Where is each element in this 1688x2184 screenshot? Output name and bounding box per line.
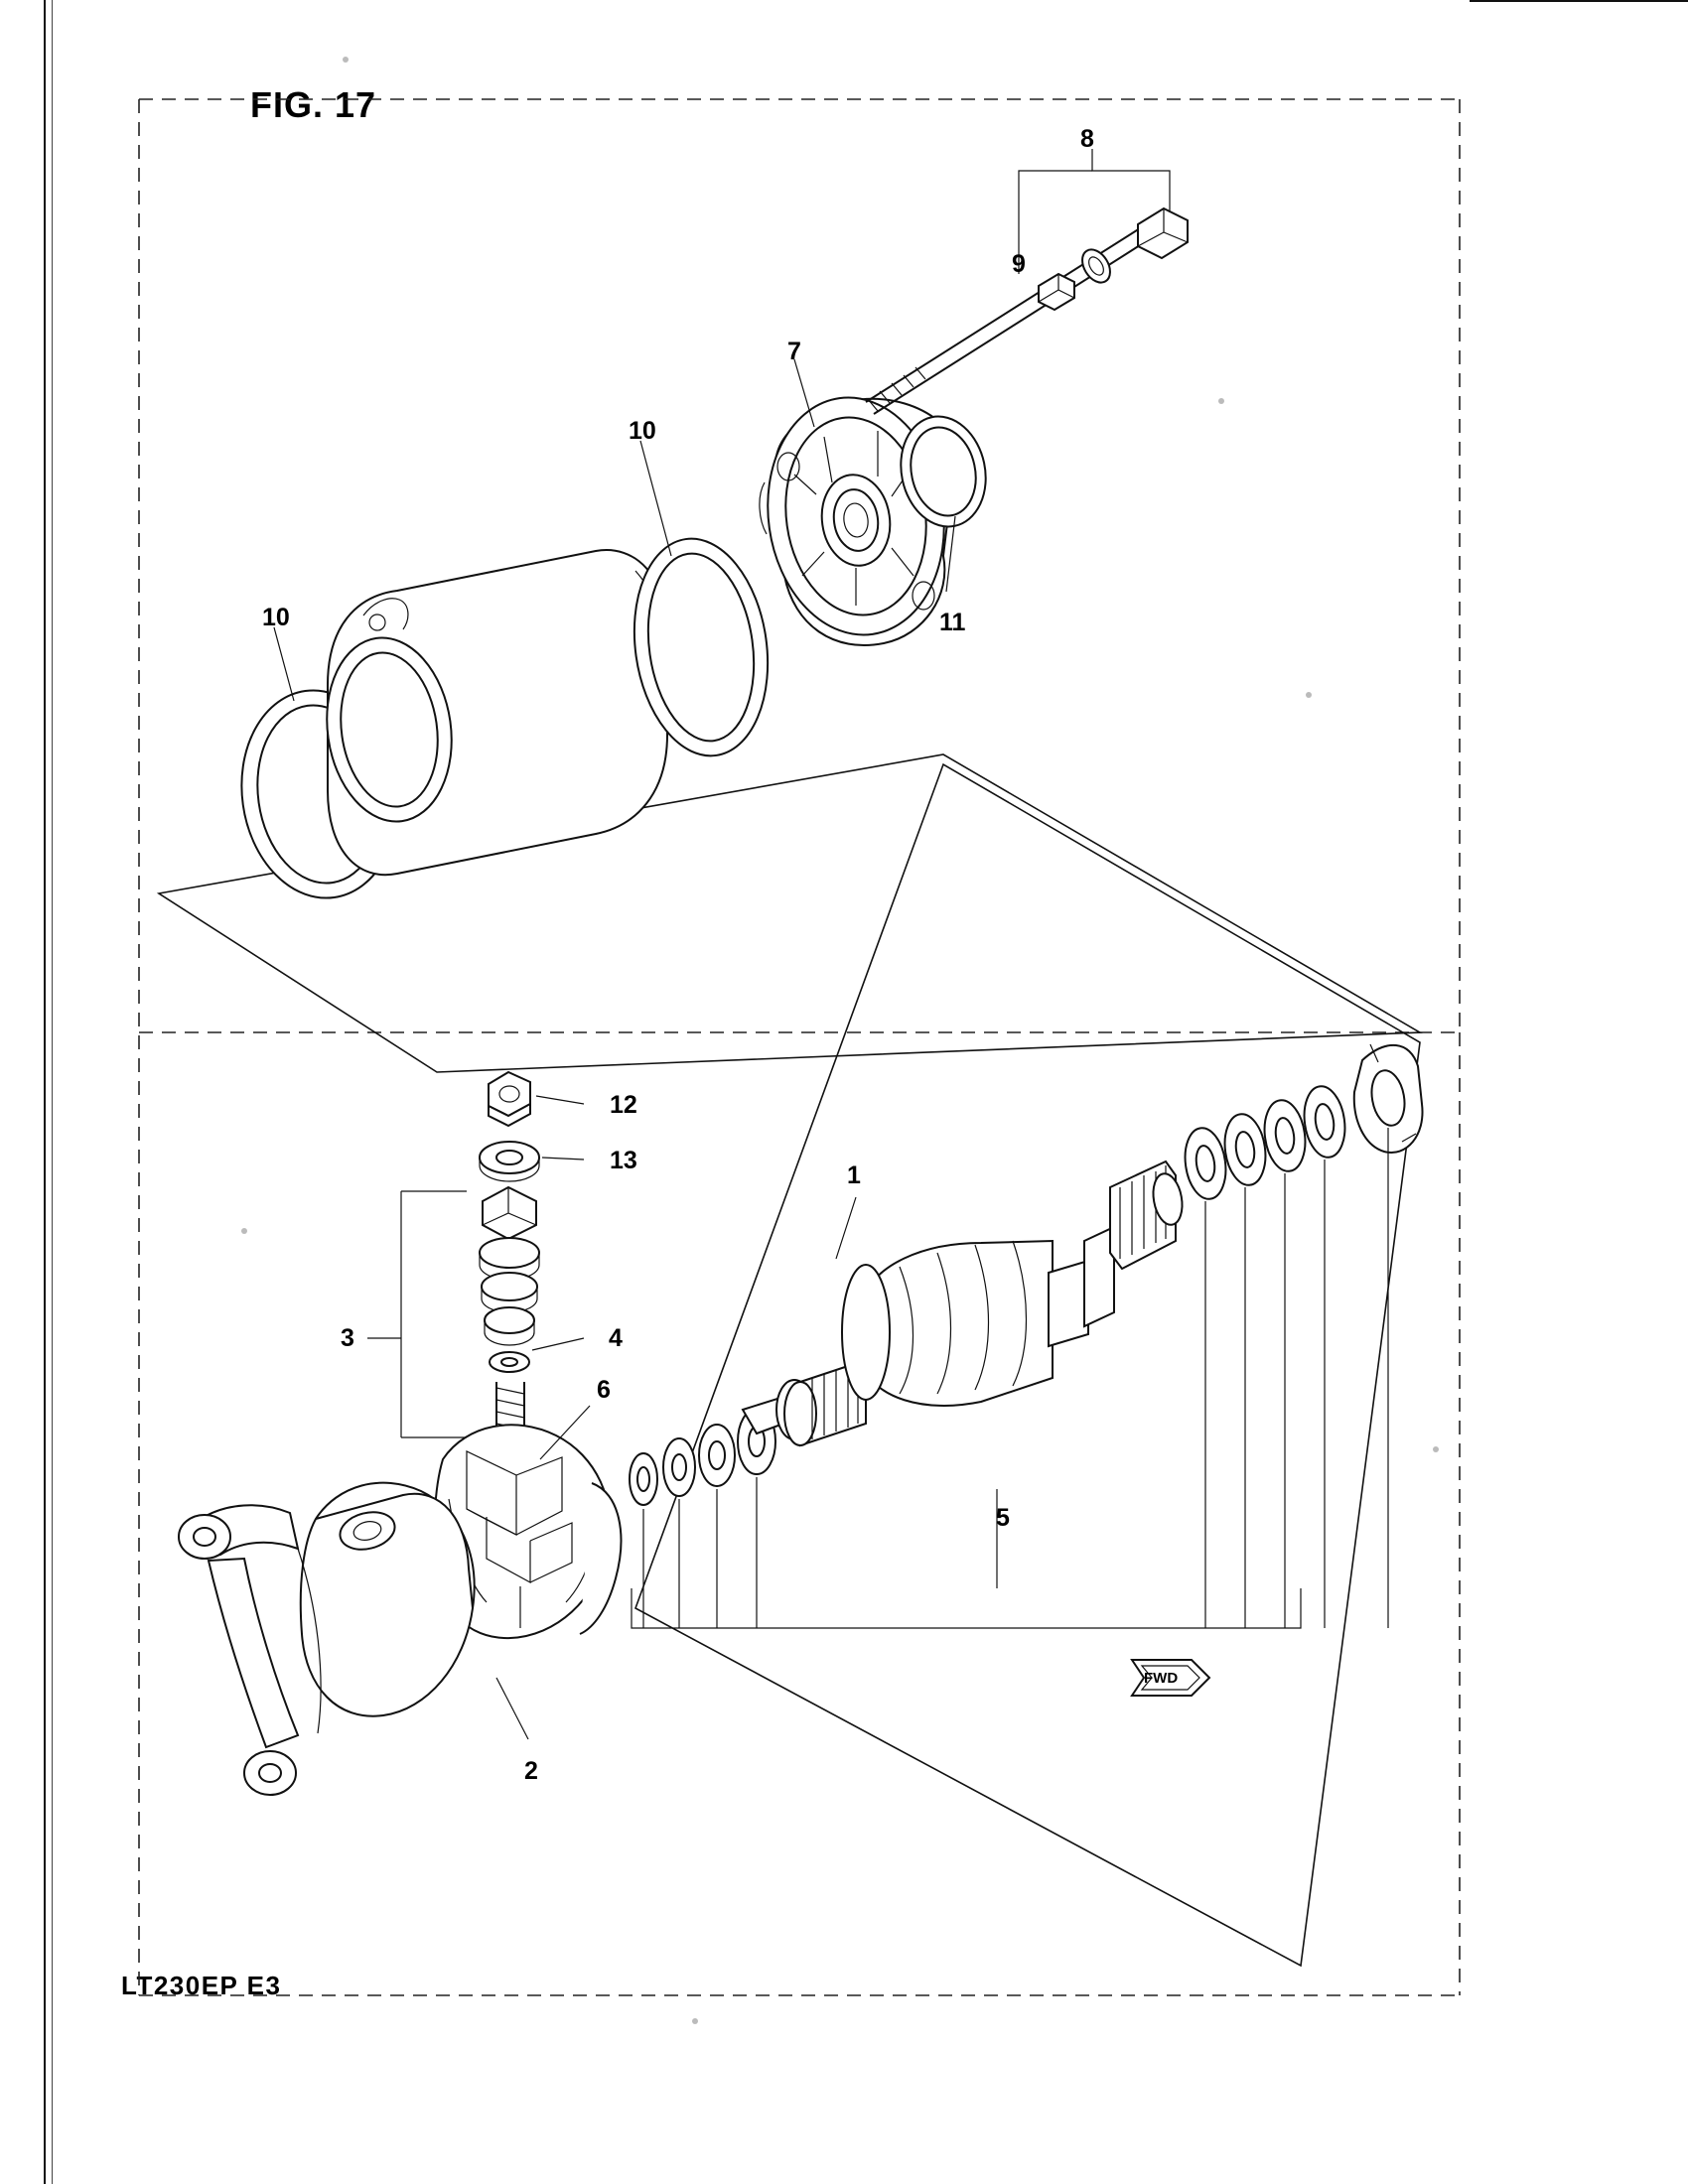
callout-12: 12 (610, 1091, 637, 1119)
callout-5: 5 (996, 1504, 1010, 1532)
callout-8: 8 (1080, 125, 1094, 153)
model-code-label: LT230EP E3 (121, 1971, 282, 2000)
callout-1: 1 (847, 1161, 861, 1189)
part-13-washer (480, 1142, 539, 1181)
callout-3: 3 (341, 1324, 354, 1352)
callout-7: 7 (787, 338, 801, 365)
part-8-through-bolt (866, 208, 1188, 414)
part-12-nut (489, 1072, 530, 1126)
part-2-end-cover (179, 1483, 475, 1795)
callout-11: 11 (939, 609, 966, 636)
page-title: FIG. 17 (250, 84, 377, 125)
callout-2: 2 (524, 1757, 538, 1785)
callout-13: 13 (610, 1147, 637, 1174)
part-1-armature (743, 1161, 1186, 1445)
callout-9: 9 (1012, 250, 1026, 278)
callout-10-left: 10 (262, 604, 290, 631)
paper-speckles (241, 57, 1439, 2024)
fwd-label: FWD (1144, 1670, 1179, 1687)
callout-6: 6 (597, 1376, 611, 1404)
part-5-washer-stack-right (1181, 1044, 1422, 1201)
dashed-frame (139, 99, 1460, 1995)
starter-yoke-body (316, 550, 667, 875)
callout-4: 4 (609, 1324, 623, 1352)
callout-10-mid: 10 (629, 417, 656, 445)
part-3-terminal-bolt-kit (480, 1187, 539, 1439)
